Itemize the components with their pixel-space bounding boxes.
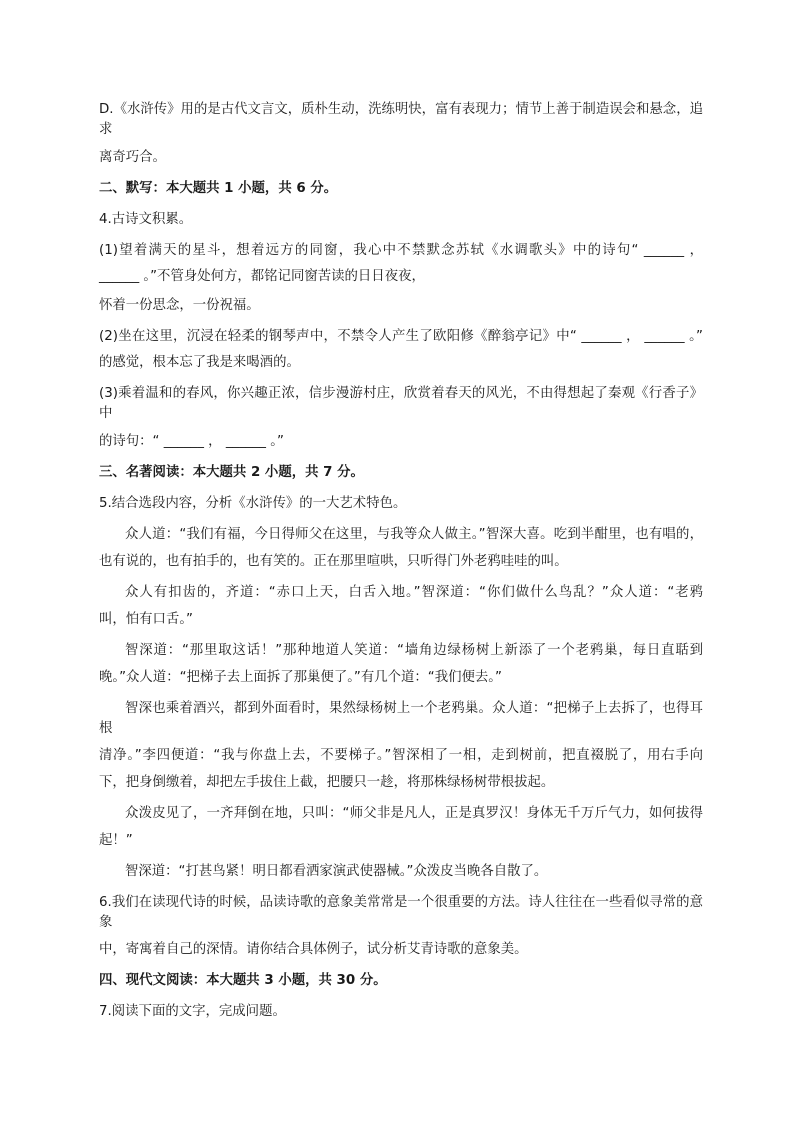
question-4-title: 4.古诗文积累。 [99, 212, 193, 227]
passage-p1-line-1: 众人道：“我们有福，今日得师父在这里，与我等众人做主。”智深大喜。吃到半酣里，也有唱的， [125, 527, 703, 542]
passage [99, 525, 703, 882]
passage-p1-line-2: 也有说的，也有拍手的，也有笑的。正在那里喧哄，只听得门外老鸦哇哇的叫。 [99, 554, 568, 569]
document-body [99, 100, 703, 1022]
passage-p6-line-1: 智深道：“打甚鸟紧！明日都看洒家演武使器械。”众泼皮当晚各自散了。 [125, 864, 548, 879]
question-7-title: 7.阅读下面的文字，完成问题。 [99, 1004, 286, 1019]
option-d-line-2: 离奇巧合。 [99, 150, 166, 165]
passage-p4-line-3: 下，把身倒缴着，却把左手拔住上截，把腰只一趁，将那株绿杨树带根拔起。 [99, 775, 555, 790]
question-6-line-1: 6.我们在读现代诗的时候，品读诗歌的意象美常常是一个很重要的方法。诗人往往在一些看似寻常的意象 [99, 895, 703, 930]
passage-p5-line-1: 众泼皮见了，一齐拜倒在地，只叫：“师父非是凡人，正是真罗汉！身体无千万斤气力，如何拔得 [125, 806, 703, 821]
question-4-1-line-2: ______ 。”不管身处何方，都铭记同窗苦读的日日夜夜， [99, 269, 425, 284]
passage-p4-line-1: 智深也乘着酒兴，都到外面看时，果然绿杨树上一个老鸦巢。众人道：“把梯子上去拆了，也得耳根 [99, 701, 703, 736]
passage-p3-line-2: 晚。”众人道：“把梯子去上面拆了那巢便了。”有几个道：“我们便去。” [99, 670, 502, 685]
passage-p4-line-2: 清净。”李四便道：“我与你盘上去，不要梯子。”智深相了一相，走到树前，把直裰脱了，用右手向 [99, 748, 703, 763]
passage-p3-line-1: 智深道：“那里取这话！”那种地道人笑道：“墙角边绿杨树上新添了一个老鸦巢，每日直聒到 [125, 643, 703, 658]
question-4-2-line-1: (2)坐在这里，沉浸在轻柔的钢琴声中，不禁令人产生了欧阳修《醉翁亭记》中“ ______ ， ______ 。” [99, 329, 703, 344]
passage-p5-line-2: 起！” [99, 833, 133, 848]
section-4-heading: 四、现代文阅读：本大题共 3 小题，共 30 分。 [99, 973, 387, 988]
option-d-line-1: D.《水浒传》用的是古代文言文，质朴生动，洗练明快，富有表现力；情节上善于制造误会和悬念，追求 [99, 102, 703, 137]
passage-p2-line-1: 众人有扣齿的，齐道：“赤口上天，白舌入地。”智深道：“你们做什么鸟乱？”众人道：“老鸦 [125, 585, 703, 600]
question-4-3-line-1: (3)乘着温和的春风，你兴趣正浓，信步漫游村庄，欣赏着春天的风光，不由得想起了秦观《行香子》中 [99, 386, 703, 421]
question-4-1-line-3: 怀着一份思念，一份祝福。 [99, 298, 260, 313]
question-5-title: 5.结合选段内容，分析《水浒传》的一大艺术特色。 [99, 496, 407, 511]
passage-p2-line-2: 叫，怕有口舌。” [99, 612, 193, 627]
section-2-heading: 二、默写：本大题共 1 小题，共 6 分。 [99, 181, 338, 196]
question-6-line-2: 中，寄寓着自己的深情。请你结合具体例子，试分析艾青诗歌的意象美。 [99, 942, 528, 957]
question-4-3-line-2: 的诗句：“ ______ ， ______ 。” [99, 434, 284, 449]
question-4-2-line-2: 的感觉，根本忘了我是来喝酒的。 [99, 355, 300, 370]
question-4-1-line-1: (1)望着满天的星斗，想着远方的同窗，我心中不禁默念苏轼《水调歌头》中的诗句“ ______ ， [99, 243, 703, 258]
section-3-heading: 三、名著阅读：本大题共 2 小题，共 7 分。 [99, 465, 364, 480]
